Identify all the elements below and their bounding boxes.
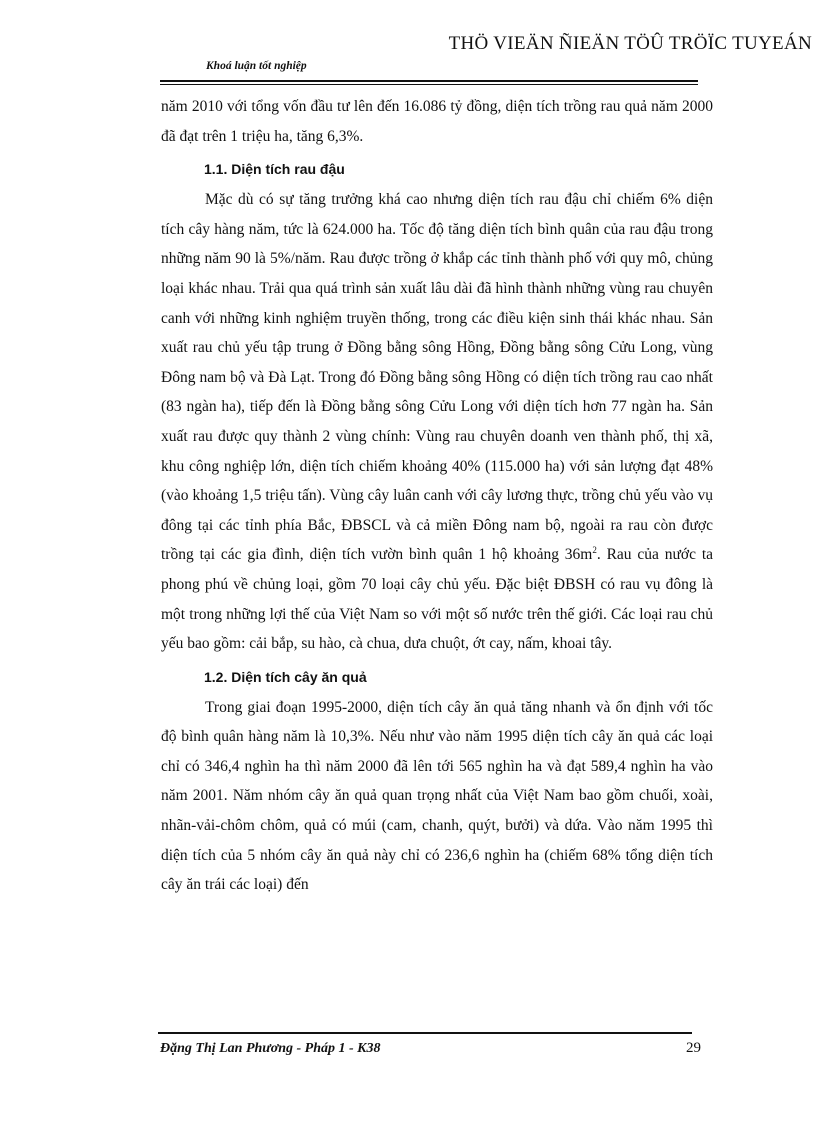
page-number: 29	[686, 1040, 701, 1056]
superscript-2: 2	[592, 545, 597, 556]
section-heading-vegetables: 1.1. Diện tích rau đậu	[204, 161, 345, 178]
paragraph-fruit-trees: Trong giai đoạn 1995-2000, diện tích cây ăn quả tăng nhanh và ổn định với tốc độ bình quân hàng năm là 10,3%. Nếu như vào năm 1995 diện tích cây ăn quả các loại chỉ có 346,4 nghìn ha thì năm 2000 đã lên tới 565 nghìn ha và đạt 589,4 nghìn ha vào năm 2001. Năm nhóm cây ăn quả quan trọng nhất của Việt Nam bao gồm chuối, xoài, nhãn-vải-chôm chôm, quả có múi (cam, chanh, quýt, bưởi) và dứa. Vào năm 1995 thì diện tích của 5 nhóm cây ăn quả này chỉ có 236,6 nghìn ha (chiếm 68% tổng diện tích cây ăn trái các loại) đến	[161, 698, 713, 894]
section-heading-fruit-trees: 1.2. Diện tích cây ăn quả	[204, 668, 367, 685]
paragraph-vegetables-tail: . Rau của nước ta phong phú về chủng loại, gồm 70 loại cây chủ yếu. Đặc biệt ĐBSH có rau vụ đông là một trong những lợi thế của Việt Nam so với một số nước trên thế giới. Các loại rau chủ yếu bao gồm: cải bắp, su hào, cà chua, dưa chuột, ớt cay, nấm, khoai tây.	[161, 546, 714, 653]
running-header: Khoá luận tốt nghiệp	[206, 60, 307, 72]
watermark-text: THÖ VIEÄN ÑIEÄN TÖÛ TRÖÏC TUYEÁN	[448, 33, 812, 54]
paragraph-vegetables-main: Mặc dù có sự tăng trưởng khá cao nhưng diện tích rau đậu chỉ chiếm 6% diện tích cây hàng năm, tức là 624.000 ha. Tốc độ tăng diện tích bình quân của rau đậu trong những năm 90 là 5%/năm. Rau được trồng ở khắp các tỉnh thành phố với quy mô, chủng loại khác nhau. Trải qua quá trình sản xuất lâu dài đã hình thành những vùng rau chuyên canh với những kinh nghiệm truyền thống, trong các điều kiện sinh thái khác nhau. Sản xuất rau chủ yếu tập trung ở Đồng bằng sông Hồng, Đồng bằng sông Cửu Long, vùng Đông nam bộ và Đà Lạt. Trong đó Đồng bằng sông Hồng có diện tích trồng rau cao nhất (83 ngàn ha), tiếp đến là Đồng bằng sông Cửu Long với diện tích hơn 77 ngàn ha. Sản xuất rau được quy thành 2 vùng chính: Vùng rau chuyên doanh ven thành phố, thị xã, khu công nghiệp lớn, diện tích chiếm khoảng 40% (115.000 ha) với sản lượng đạt 48% (vào khoảng 1,5 triệu tấn). Vùng cây luân canh với cây lương thực, trồng chủ yếu vào vụ đông tại các tỉnh phía Bắc, ĐBSCL và cả miền Đông nam bộ, ngoài ra rau còn được trồng tại các gia đình, diện tích vườn bình quân 1 hộ khoảng 36m	[161, 191, 713, 564]
footer-author: Đặng Thị Lan Phương - Pháp 1 - K38	[160, 1041, 381, 1056]
footer-rule	[158, 1032, 692, 1034]
paragraph-intro: năm 2010 với tổng vốn đầu tư lên đến 16.086 tỷ đồng, diện tích trồng rau quả năm 2000 đã đạt trên 1 triệu ha, tăng 6,3%.	[161, 98, 713, 145]
page-body	[161, 92, 713, 900]
paragraph-vegetables	[161, 185, 713, 659]
header-rule	[160, 80, 698, 82]
header-rule-thin	[160, 84, 698, 85]
